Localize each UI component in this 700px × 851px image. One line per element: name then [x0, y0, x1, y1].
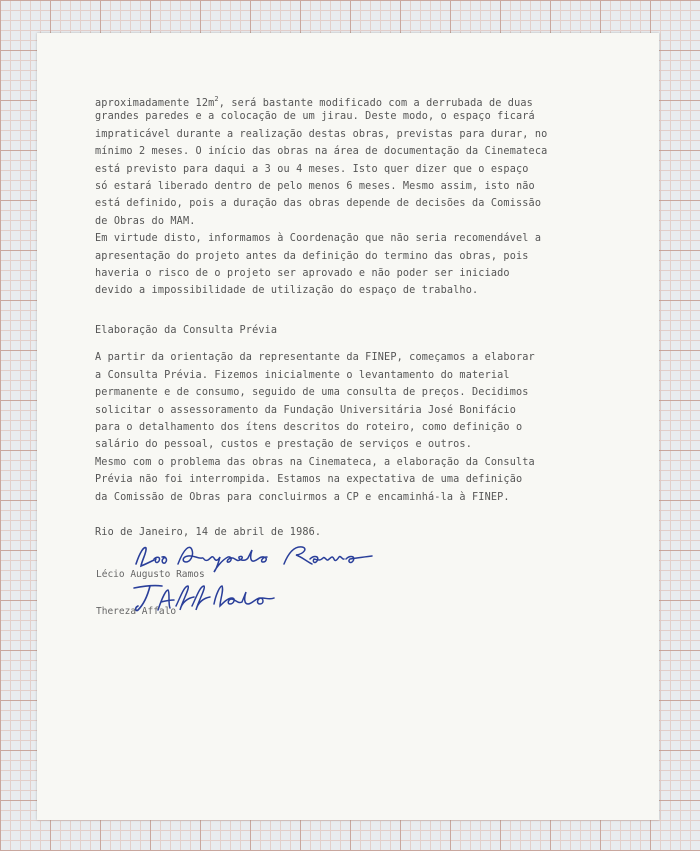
- date-line: [95, 524, 613, 541]
- text-line: haveria o risco de o projeto ser aprovado e não poder ser iniciado: [95, 267, 510, 279]
- text-line: mínimo 2 meses. O início das obras na área de documentação da Cinemateca: [95, 146, 548, 158]
- signer-name: Lécio Augusto Ramos: [96, 569, 205, 580]
- text-line: permanente e de consumo, seguido de uma consulta de preços. Decidimos: [95, 387, 529, 399]
- text-line: da Comissão de Obras para concluirmos a CP e encaminhá-la à FINEP.: [95, 491, 510, 503]
- text-line: apresentação do projeto antes da definição do termino das obras, pois: [95, 250, 529, 262]
- text-line: grandes paredes e a colocação de um jirau. Deste modo, o espaço ficará: [95, 111, 535, 123]
- body-text: [95, 91, 613, 300]
- text-line: A partir da orientação da representante da FINEP, começamos a elaborar: [95, 352, 535, 364]
- consulta-section: [95, 322, 613, 506]
- text-line: de Obras do MAM.: [95, 215, 196, 227]
- text-line: a Consulta Prévia. Fizemos inicialmente o levantamento do material: [95, 369, 510, 381]
- text-line: aproximadamente $12m^2$, será bastante modificado com a derrubada de duas: [95, 95, 533, 109]
- text-line: solicitar o assessoramento da Fundação Universitária José Bonifácio: [95, 404, 516, 416]
- printed-name-lecio: [96, 569, 205, 580]
- signer-name: Thereza Affalo: [96, 606, 177, 617]
- text-line: Mesmo com o problema das obras na Cinemateca, a elaboração da Consulta: [95, 456, 535, 468]
- text-line: salário do pessoal, custos e prestação de serviços e outros.: [95, 439, 473, 451]
- text-line: Prévia não foi interrompida. Estamos na expectativa de uma definição: [95, 474, 523, 486]
- text-line: Em virtude disto, informamos à Coordenação que não seria recomendável a: [95, 233, 542, 245]
- text-line: devido a impossibilidade de utilização do espaço de trabalho.: [95, 285, 479, 297]
- printed-name-thereza: [96, 606, 176, 617]
- text-line: para o detalhamento dos ítens descritos do roteiro, como definição o: [95, 421, 523, 433]
- text-line: impraticável durante a realização destas obras, previstas para durar, no: [95, 128, 548, 140]
- text-line: está definido, pois a duração das obras depende de decisões da Comissão: [95, 198, 542, 210]
- section-heading: Elaboração da Consulta Prévia: [95, 325, 278, 336]
- date-text: Rio de Janeiro, 14 de abril de 1986.: [95, 527, 322, 538]
- text-line: está previsto para daqui a 3 ou 4 meses. Isto quer dizer que o espaço: [95, 163, 529, 175]
- text-line: só estará liberado dentro de pelo menos 6 meses. Mesmo assim, isto não: [95, 180, 535, 192]
